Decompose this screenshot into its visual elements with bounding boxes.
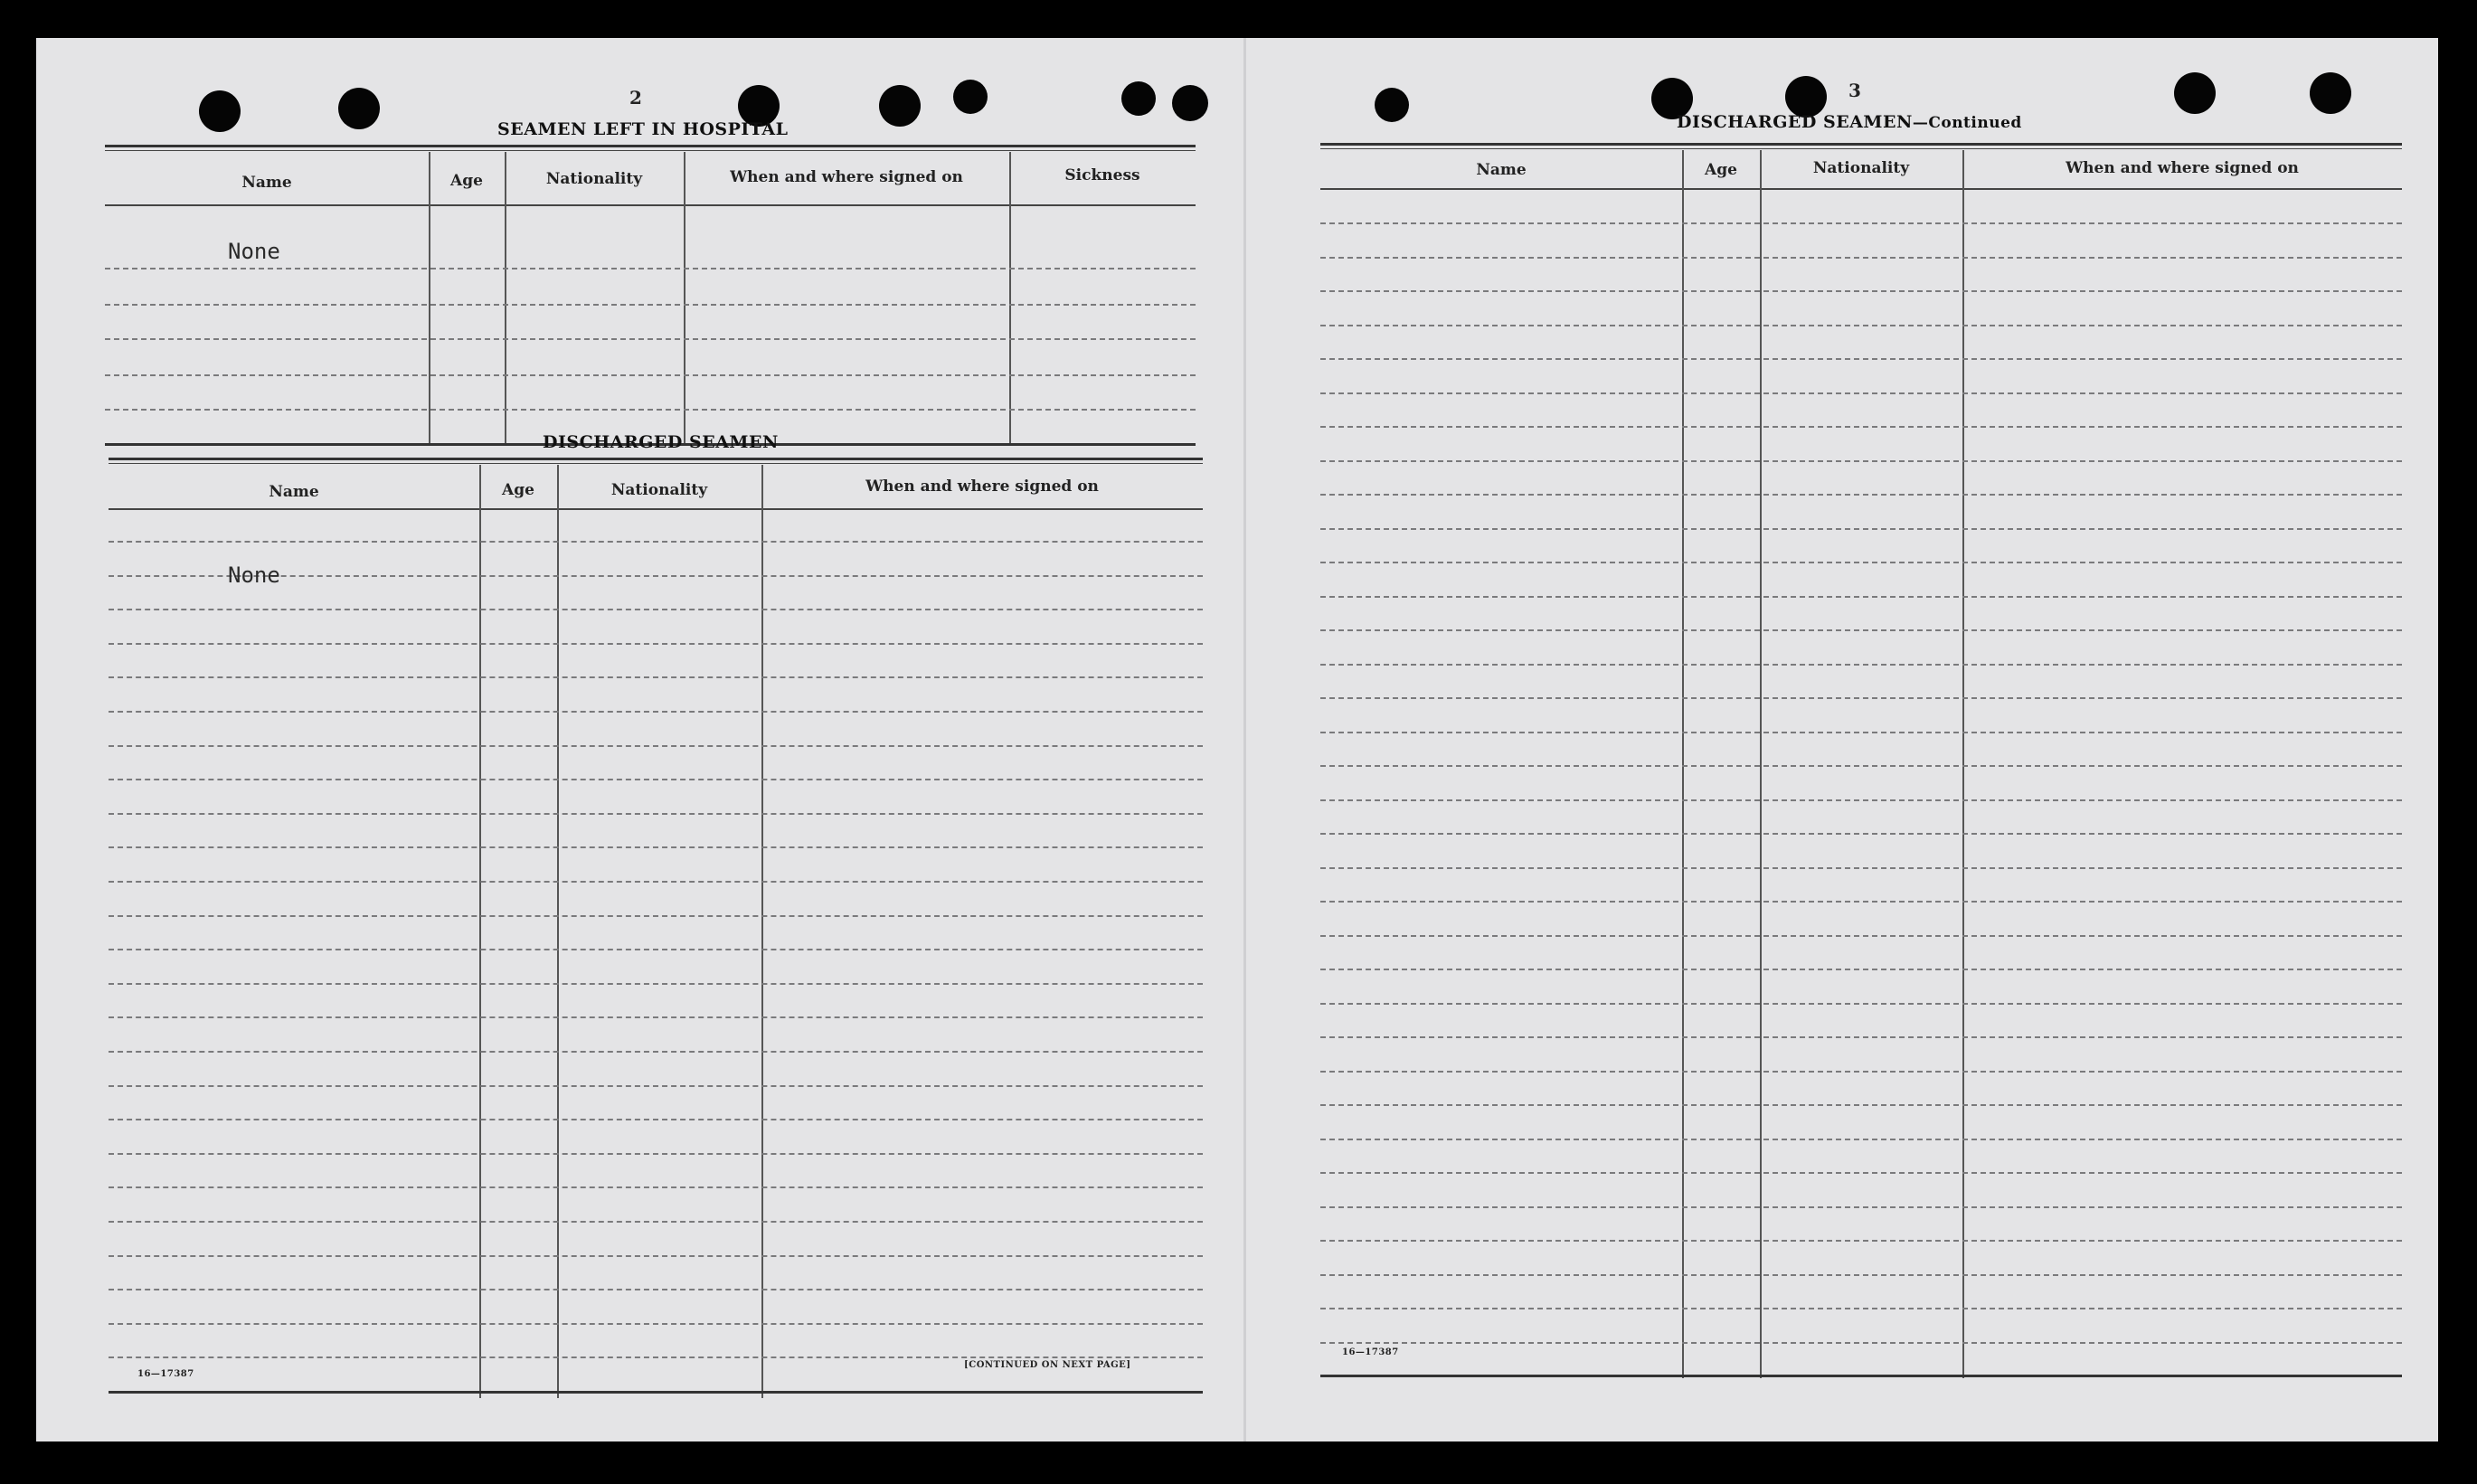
- hospital-col-nationality: Nationality: [545, 170, 643, 188]
- table-row-line: [1320, 697, 2402, 699]
- hospital-entry-name: None: [228, 239, 280, 264]
- table-row-line: [1320, 1240, 2402, 1242]
- hospital-table: [105, 145, 1196, 449]
- table-row-line: [1320, 1274, 2402, 1276]
- table-row-line: [1320, 222, 2402, 224]
- punch-hole: [879, 85, 921, 127]
- table-row-line: [1320, 867, 2402, 869]
- table-row-line: [109, 609, 1203, 610]
- discharged-table-left: [109, 458, 1203, 1400]
- table-row-line: [1320, 799, 2402, 801]
- table-row-line: [1320, 732, 2402, 733]
- table-row-line: [109, 541, 1203, 543]
- table-row-line: [109, 676, 1203, 678]
- table-row-line: [109, 881, 1203, 883]
- page-fold: [1243, 38, 1246, 1441]
- form-number: 16—17387: [1342, 1347, 1399, 1357]
- table-row-line: [109, 1255, 1203, 1257]
- table-row-line: [1320, 1172, 2402, 1174]
- hospital-col-sickness: Sickness: [1064, 166, 1140, 184]
- table-row-line: [109, 1221, 1203, 1223]
- continued-col-signed-on: When and where signed on: [2066, 159, 2299, 177]
- discharged-table-right: [1320, 143, 2402, 1382]
- table-row-line: [1320, 426, 2402, 428]
- table-row-line: [1320, 1036, 2402, 1038]
- table-row-line: [109, 1289, 1203, 1290]
- table-row-line: [109, 1119, 1203, 1120]
- table-row-line: [109, 915, 1203, 917]
- table-row-line: [1320, 392, 2402, 394]
- table-row-line: [1320, 1206, 2402, 1208]
- table-row-line: [1320, 596, 2402, 598]
- table-row-line: [109, 1016, 1203, 1018]
- discharged-col-name: Name: [269, 483, 319, 501]
- hospital-col-age: Age: [450, 172, 483, 190]
- table-row-line: [109, 643, 1203, 645]
- punch-hole: [953, 80, 988, 114]
- table-row-line: [109, 745, 1203, 747]
- punch-hole: [1375, 88, 1409, 122]
- table-row-line: [1320, 460, 2402, 462]
- table-row-line: [109, 1323, 1203, 1325]
- table-row-line: [1320, 257, 2402, 259]
- punch-hole: [2310, 72, 2351, 114]
- table-row-line: [1320, 1342, 2402, 1344]
- continued-col-nationality: Nationality: [1812, 159, 1910, 177]
- page-number: 2: [629, 87, 642, 109]
- table-row-line: [109, 1051, 1203, 1053]
- continued-col-name: Name: [1476, 161, 1527, 179]
- table-row-line: [1320, 1104, 2402, 1106]
- discharged-section-title: DISCHARGED SEAMEN: [543, 432, 779, 452]
- hospital-col-signed-on: When and where signed on: [730, 168, 963, 186]
- discharged-col-nationality: Nationality: [610, 481, 708, 499]
- punch-hole: [199, 90, 241, 132]
- page-number: 3: [1848, 80, 1861, 101]
- punch-hole: [1121, 81, 1156, 116]
- table-row-line: [1320, 664, 2402, 666]
- discharged-continued-title-suffix: —Continued: [1912, 114, 2022, 132]
- discharged-continued-title-main: DISCHARGED SEAMEN: [1677, 112, 1913, 132]
- table-row-line: [1320, 969, 2402, 970]
- discharged-col-age: Age: [502, 481, 534, 499]
- table-row-line: [1320, 901, 2402, 903]
- punch-hole: [2174, 72, 2216, 114]
- table-row-line: [1320, 1308, 2402, 1309]
- table-row-line: [1320, 528, 2402, 530]
- table-row-line: [1320, 1003, 2402, 1005]
- table-row-line: [1320, 629, 2402, 631]
- table-row-line: [1320, 1139, 2402, 1140]
- hospital-col-name: Name: [241, 174, 292, 192]
- scanned-form-spread: [36, 38, 2438, 1441]
- discharged-entry-name: None: [228, 562, 280, 588]
- continued-col-age: Age: [1705, 161, 1737, 179]
- punch-hole: [1172, 85, 1208, 121]
- discharged-continued-title: [1677, 112, 2022, 132]
- table-row-line: [109, 813, 1203, 815]
- table-row-line: [1320, 1071, 2402, 1073]
- table-row-line: [1320, 358, 2402, 360]
- table-row-line: [109, 983, 1203, 985]
- table-row-line: [109, 846, 1203, 848]
- table-row-line: [1320, 494, 2402, 496]
- table-row-line: [109, 1186, 1203, 1188]
- table-row-line: [109, 949, 1203, 950]
- hospital-section-title: SEAMEN LEFT IN HOSPITAL: [497, 119, 789, 139]
- table-row-line: [109, 1356, 1203, 1358]
- table-row-line: [109, 1085, 1203, 1087]
- table-row-line: [1320, 935, 2402, 937]
- table-row-line: [109, 779, 1203, 780]
- table-row-line: [1320, 833, 2402, 835]
- continued-note: [CONTINUED ON NEXT PAGE]: [964, 1360, 1131, 1370]
- table-row-line: [109, 711, 1203, 713]
- table-row-line: [109, 1153, 1203, 1155]
- table-row-line: [1320, 765, 2402, 767]
- punch-hole: [338, 88, 380, 129]
- form-number: 16—17387: [137, 1369, 194, 1379]
- table-row-line: [1320, 290, 2402, 292]
- table-row-line: [1320, 562, 2402, 563]
- discharged-col-signed-on: When and where signed on: [865, 477, 1099, 496]
- table-row-line: [1320, 325, 2402, 326]
